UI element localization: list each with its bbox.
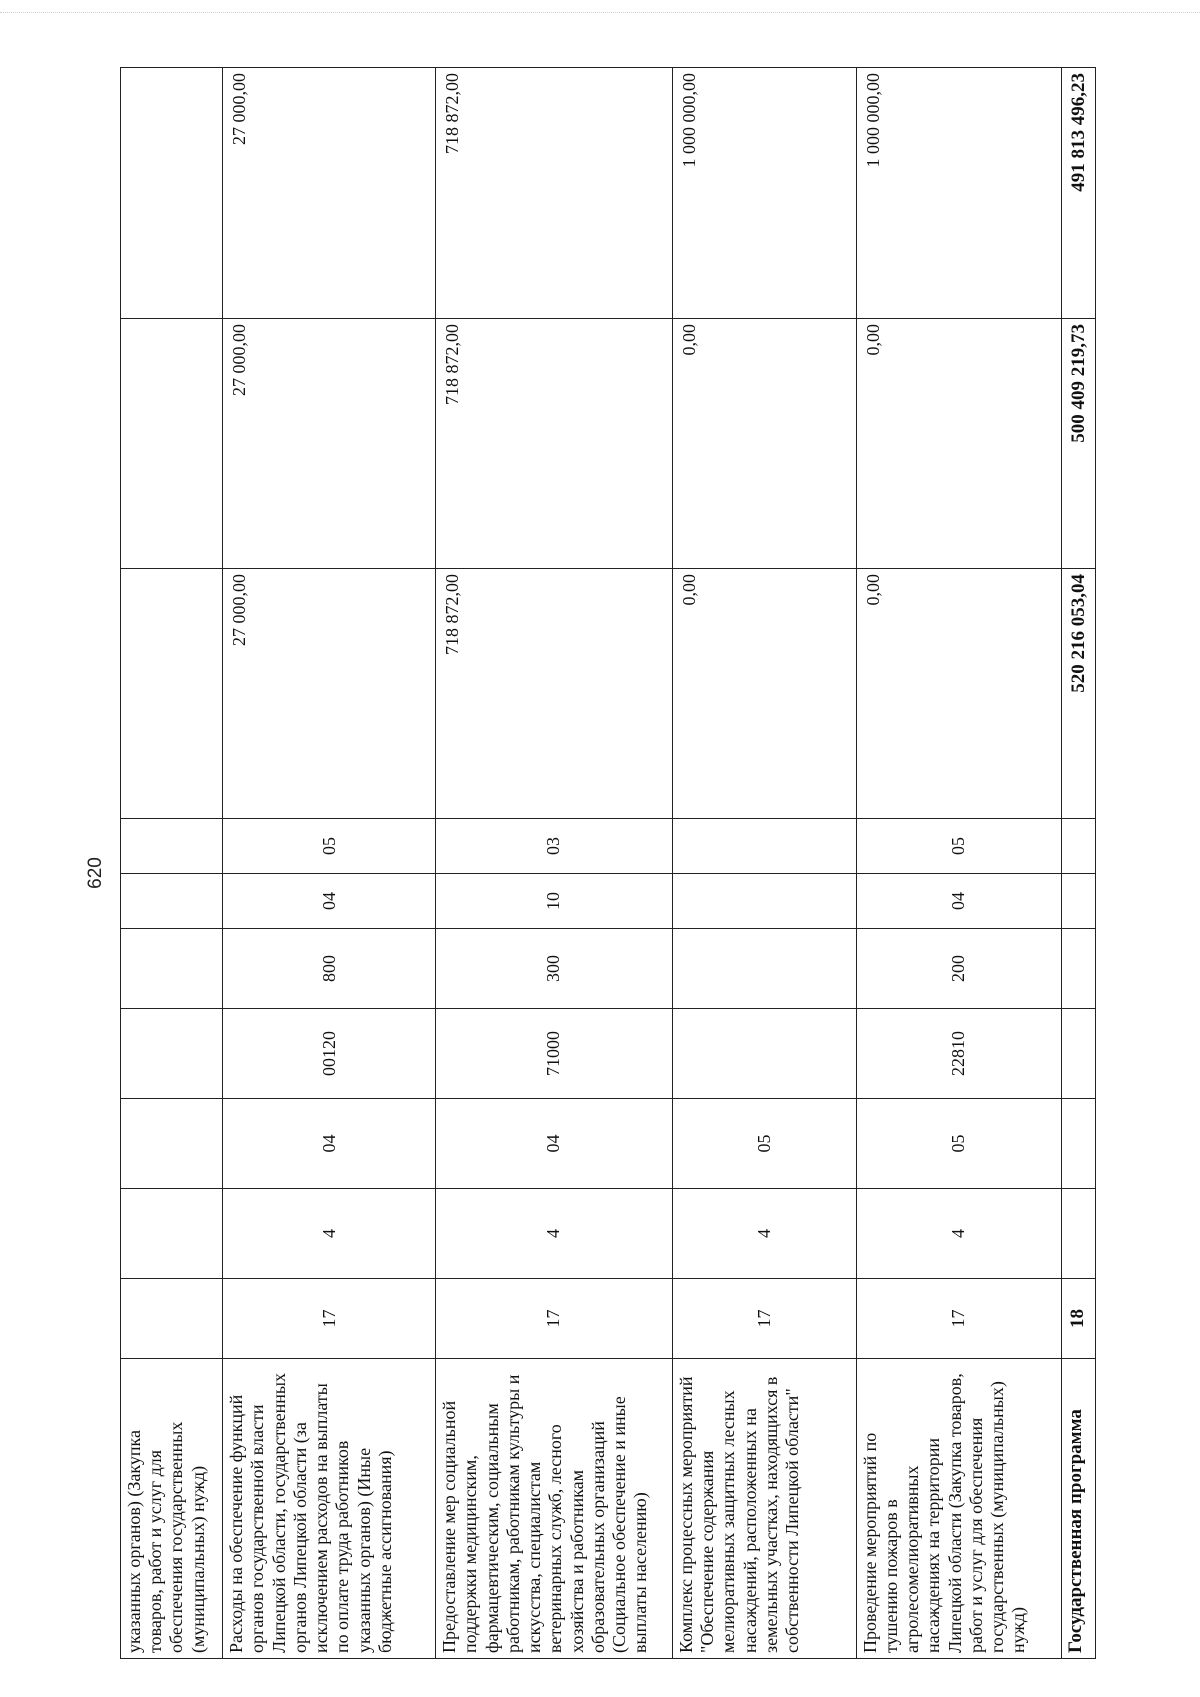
cell-pr: 03 — [436, 819, 673, 874]
cell-vr — [121, 929, 223, 1009]
cell-dir: 22810 — [856, 1009, 1062, 1099]
cell-sub: 4 — [436, 1189, 673, 1279]
budget-table — [120, 67, 1096, 1659]
row-name: Проведение мероприятий по тушению пожаров в агролесомелиоративных насаждениях на территории Липецкой области (Закупка товаров, работ и услуг для обеспечения государственных (муниципальных) нужд) — [856, 1359, 1062, 1659]
cell-dir: 00120 — [223, 1009, 436, 1099]
cell-main — [121, 1099, 223, 1189]
rotated-table — [120, 68, 1096, 1659]
page-number: 620 — [85, 857, 106, 889]
cell-gp: 17 — [672, 1279, 856, 1359]
cell-rz — [672, 874, 856, 929]
cell-pr: 05 — [856, 819, 1062, 874]
cell-main: 05 — [672, 1099, 856, 1189]
total-value-2: 500 409 219,73 — [1062, 319, 1096, 569]
cell-value-3: 1 000 000,00 — [672, 68, 856, 319]
cell-sub: 4 — [223, 1189, 436, 1279]
cell-vr: 300 — [436, 929, 673, 1009]
cell-dir — [672, 1009, 856, 1099]
cell-main: 05 — [856, 1099, 1062, 1189]
row-name: Расходы на обеспечение функций органов государственной власти Липецкой области, государственных органов Липецкой области (за исключением расходов на выплаты по оплате труда работников указанных органов) (Иные бюджетные ассигнования) — [223, 1359, 436, 1659]
cell-rz — [121, 874, 223, 929]
cell-gp — [121, 1279, 223, 1359]
total-empty-cell — [1062, 874, 1096, 929]
table-row — [121, 68, 223, 1659]
cell-gp: 17 — [223, 1279, 436, 1359]
total-empty-cell — [1062, 1189, 1096, 1279]
cell-value-2: 0,00 — [856, 319, 1062, 569]
cell-dir — [121, 1009, 223, 1099]
cell-main: 04 — [223, 1099, 436, 1189]
cell-value-1: 0,00 — [856, 569, 1062, 819]
total-label: Государственная программа — [1062, 1359, 1096, 1659]
cell-value-1: 718 872,00 — [436, 569, 673, 819]
cell-value-2: 0,00 — [672, 319, 856, 569]
scan-edge-line — [0, 12, 1200, 13]
cell-value-1 — [121, 569, 223, 819]
cell-main: 04 — [436, 1099, 673, 1189]
cell-value-2: 718 872,00 — [436, 319, 673, 569]
cell-value-1: 0,00 — [672, 569, 856, 819]
cell-value-3: 27 000,00 — [223, 68, 436, 319]
row-name: указанных органов) (Закупка товаров, работ и услуг для обеспечения государственных (муниципальных) нужд) — [121, 1359, 223, 1659]
cell-vr — [672, 929, 856, 1009]
table-row — [436, 68, 673, 1659]
total-row — [1062, 68, 1096, 1659]
total-empty-cell — [1062, 929, 1096, 1009]
total-gp: 18 — [1062, 1279, 1096, 1359]
cell-value-2: 27 000,00 — [223, 319, 436, 569]
cell-vr: 200 — [856, 929, 1062, 1009]
cell-value-3: 718 872,00 — [436, 68, 673, 319]
cell-pr — [121, 819, 223, 874]
table-row — [856, 68, 1062, 1659]
cell-sub: 4 — [856, 1189, 1062, 1279]
cell-vr: 800 — [223, 929, 436, 1009]
budget-table-container — [120, 68, 1096, 1659]
table-row — [672, 68, 856, 1659]
cell-rz: 04 — [856, 874, 1062, 929]
cell-sub: 4 — [672, 1189, 856, 1279]
cell-rz: 04 — [223, 874, 436, 929]
cell-value-3: 1 000 000,00 — [856, 68, 1062, 319]
total-empty-cell — [1062, 1009, 1096, 1099]
total-empty-cell — [1062, 819, 1096, 874]
cell-sub — [121, 1189, 223, 1279]
cell-pr: 05 — [223, 819, 436, 874]
cell-gp: 17 — [856, 1279, 1062, 1359]
cell-value-2 — [121, 319, 223, 569]
row-name: Предоставление мер социальной поддержки медицинским, фармацевтическим, социальным работникам, работникам культуры и искусства, специалистам ветеринарных служб, лесного хозяйства и работникам образовательных организаций (Социальное обеспечение и иные выплаты населению) — [436, 1359, 673, 1659]
cell-gp: 17 — [436, 1279, 673, 1359]
total-value-3: 491 813 496,23 — [1062, 68, 1096, 319]
cell-rz: 10 — [436, 874, 673, 929]
row-name: Комплекс процессных мероприятий "Обеспечение содержания мелиоративных защитных лесных насаждений, расположенных на земельных участках, находящихся в собственности Липецкой области" — [672, 1359, 856, 1659]
table-row — [223, 68, 436, 1659]
total-empty-cell — [1062, 1099, 1096, 1189]
cell-value-3 — [121, 68, 223, 319]
cell-dir: 71000 — [436, 1009, 673, 1099]
total-value-1: 520 216 053,04 — [1062, 569, 1096, 819]
cell-pr — [672, 819, 856, 874]
cell-value-1: 27 000,00 — [223, 569, 436, 819]
